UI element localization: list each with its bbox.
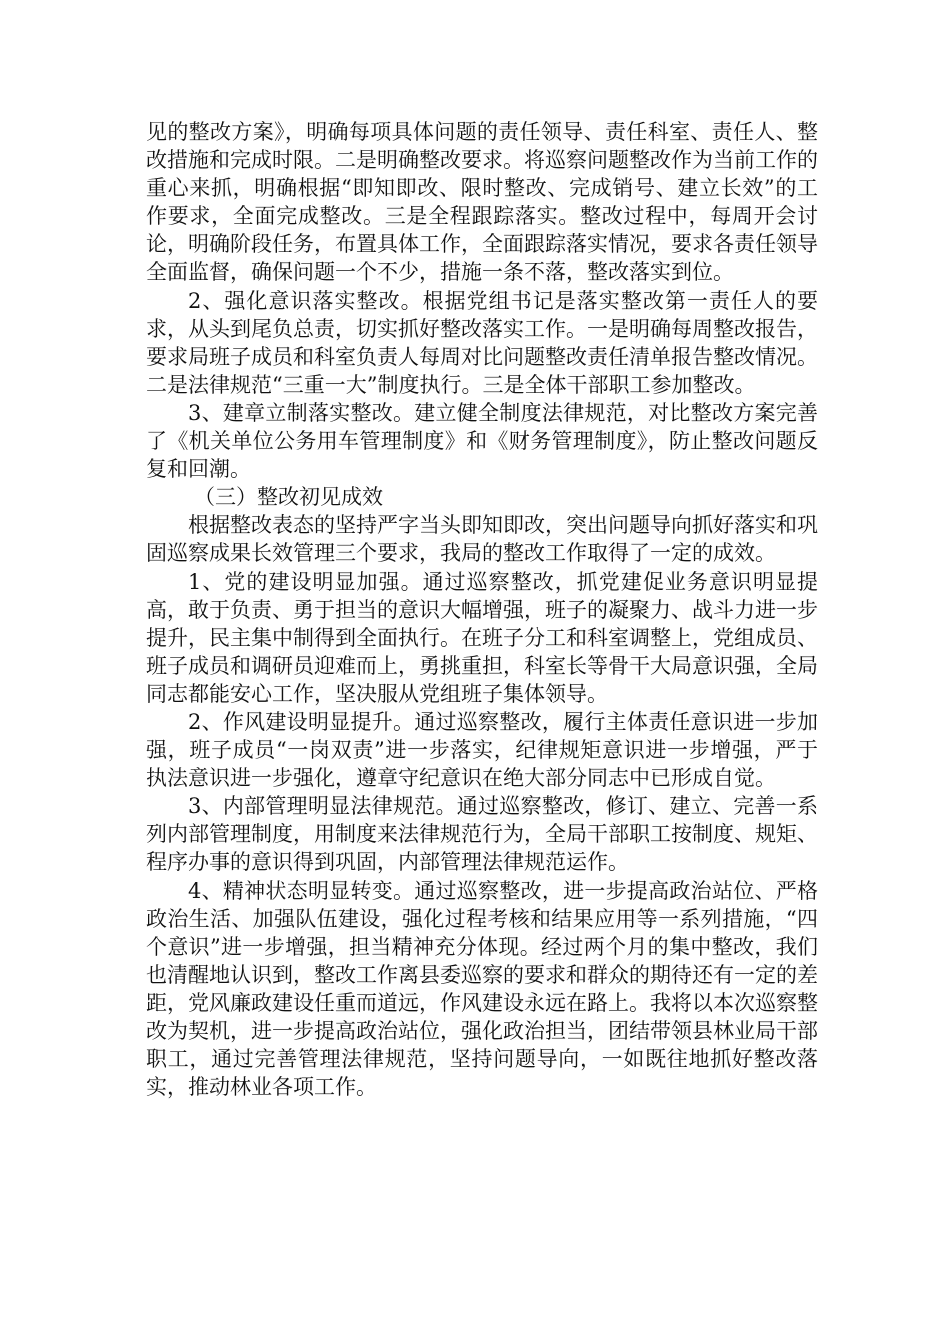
paragraph-work-style: 2、作风建设明显提升。通过巡察整改，履行主体责任意识进一步加强，班子成员“一岗双责”进一步落实，纪律规矩意识进一步增强，严于执法意识进一步强化，遵章守纪意识在绝大部分同志中已形成自觉。 [146, 709, 818, 791]
paragraph-establish-rules: 3、建章立制落实整改。建立健全制度法律规范，对比整改方案完善了《机关单位公务用车管理制度》和《财务管理制度》，防止整改问题反复和回潮。 [146, 400, 818, 482]
paragraph-internal-management: 3、内部管理明显法律规范。通过巡察整改，修订、建立、完善一系列内部管理制度，用制度来法律规范行为，全局干部职工按制度、规矩、程序办事的意识得到巩固，内部管理法律规范运作。 [146, 794, 818, 875]
paragraph-mental-state: 4、精神状态明显转变。通过巡察整改，进一步提高政治站位、严格政治生活、加强队伍建设，强化过程考核和结果应用等一系列措施，“四个意识”进一步增强，担当精神充分体现。经过两个月的集中整改，我们也清醒地认识到，整改工作离县委巡察的要求和群众的期待还有一定的差距，党风廉政建设任重而道远，作风建设永远在路上。我将以本次巡察整改为契机，进一步提高政治站位，强化政治担当，团结带领县林业局干部职工，通过完善管理法律规范，坚持问题导向，一如既往地抓好整改落实，推动林业各项工作。 [146, 878, 818, 1100]
document-body [146, 118, 818, 1101]
paragraph-party-building: 1、党的建设明显加强。通过巡察整改，抓党建促业务意识明显提高，敢于负责、勇于担当的意识大幅增强，班子的凝聚力、战斗力进一步提升，民主集中制得到全面执行。在班子分工和科室调整上，党组成员、班子成员和调研员迎难而上，勇挑重担，科室长等骨干大局意识强，全局同志都能安心工作，坚决服从党组班子集体领导。 [146, 569, 818, 706]
paragraph-rectification-plan-continued: 见的整改方案》，明确每项具体问题的责任领导、责任科室、责任人、整改措施和完成时限。二是明确整改要求。将巡察问题整改作为当前工作的重心来抓，明确根据“即知即改、限时整改、完成销号、建立长效”的工作要求，全面完成整改。三是全程跟踪落实。整改过程中，每周开会讨论，明确阶段任务，布置具体工作，全面跟踪落实情况，要求各责任领导全面监督，确保问题一个不少，措施一条不落，整改落实到位。 [146, 120, 818, 285]
section-heading-initial-results: （三）整改初见成效 [194, 485, 383, 510]
paragraph-results-intro: 根据整改表态的坚持严字当头即知即改，突出问题导向抓好落实和巩固巡察成果长效管理三个要求，我局的整改工作取得了一定的成效。 [146, 513, 818, 566]
paragraph-strengthen-awareness: 2、强化意识落实整改。根据党组书记是落实整改第一责任人的要求，从头到尾负总责，切实抓好整改落实工作。一是明确每周整改报告，要求局班子成员和科室负责人每周对比问题整改责任清单报告整改情况。二是法律规范“三重一大”制度执行。三是全体干部职工参加整改。 [146, 288, 818, 397]
